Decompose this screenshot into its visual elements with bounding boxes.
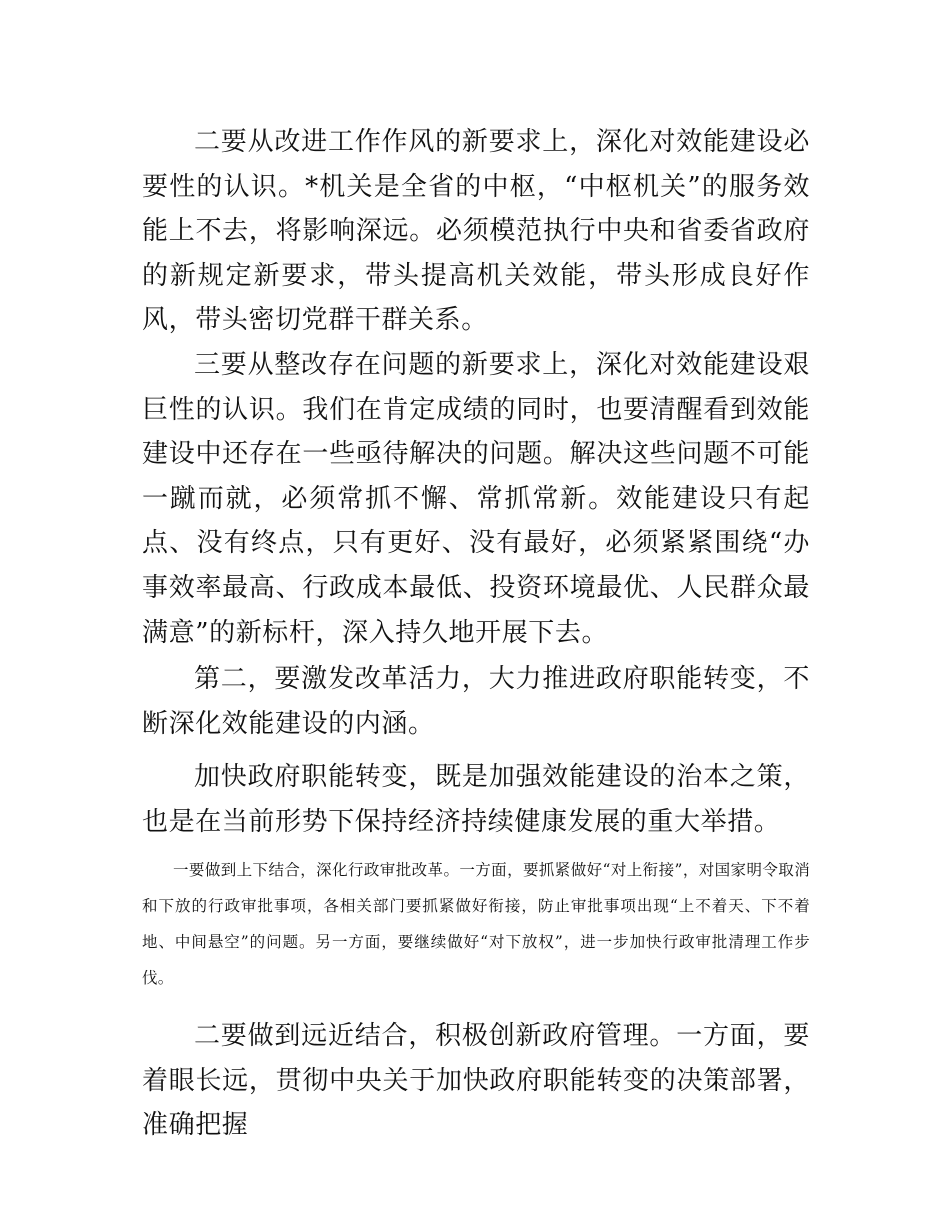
paragraph-efficiency-necessity: 二要从改进工作作风的新要求上，深化对效能建设必要性的认识。*机关是全省的中枢，“中枢机关”的服务效能上不去，将影响深远。必须模范执行中央和省委省政府的新规定新要求，带头提高机关效能，带头形成良好作风，带头密切党群干群关系。 [142,127,810,336]
paragraph-administrative-approval-reform: 一要做到上下结合，深化行政审批改革。一方面，要抓紧做好“对上衔接”，对国家明令取消和下放的行政审批事项，各相关部门要抓紧做好衔接，防止审批事项出现“上不着天、下不着地、中间悬空”的问题。另一方面，要继续做好“对下放权”，进一步加快行政审批清理工作步伐。 [142,861,810,987]
paragraph-section-two-heading: 第二，要激发改革活力，大力推进政府职能转变，不断深化效能建设的内涵。 [142,664,810,739]
paragraph-government-function-transformation: 加快政府职能转变，既是加强效能建设的治本之策，也是在当前形势下保持经济持续健康发展的重大举措。 [142,762,810,837]
paragraph-efficiency-difficulty: 三要从整改存在问题的新要求上，深化对效能建设艰巨性的认识。我们在肯定成绩的同时，也要清醒看到效能建设中还存在一些亟待解决的问题。解决这些问题不可能一蹴而就，必须常抓不懈、常抓常新。效能建设只有起点、没有终点，只有更好、没有最好，必须紧紧围绕“办事效率最高、行政成本最低、投资环境最优、人民群众最满意”的新标杆，深入持久地开展下去。 [142,350,810,648]
paragraph-government-management-innovation: 二要做到远近结合，积极创新政府管理。一方面，要着眼长远，贯彻中央关于加快政府职能转变的决策部署，准确把握 [142,1021,810,1141]
